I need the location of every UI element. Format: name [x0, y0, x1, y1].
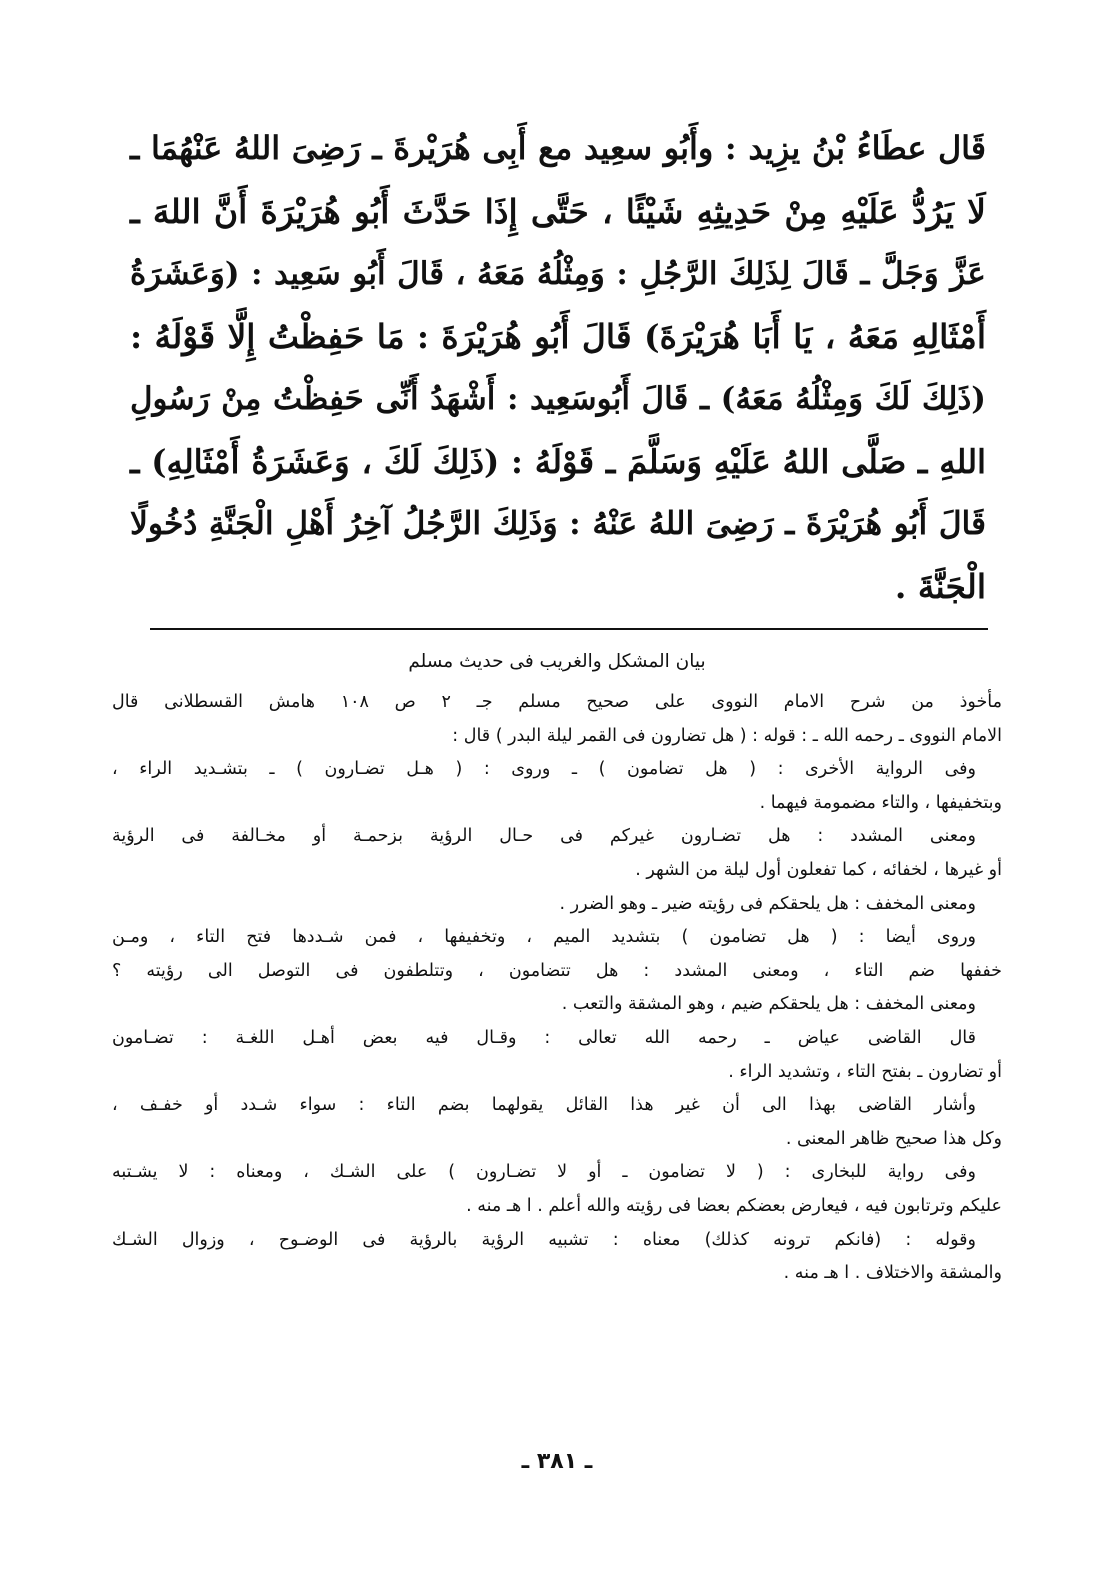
- commentary-line: ومعنى المخفف : هل يلحقكم فى رؤيته ضير ـ وهو الضرر .: [559, 893, 976, 914]
- commentary-line: ومعنى المشدد : هل تضـارون غيركم فى حـال الرؤية بزحمـة أو مخـالفة فى الرؤية: [112, 826, 976, 847]
- commentary-line: ومعنى المخفف : هل يلحقكم ضيم ، وهو المشقة والتعب .: [561, 994, 976, 1015]
- hadith-line: قَالَ أَبُو هُرَيْرَةَ ـ رَضِىَ اللهُ عَنْهُ : وَذَلِكَ الرَّجُلُ آخِرُ أَهْلِ الْجَنَّةِ دُخُولًا: [130, 506, 986, 542]
- commentary-line: عليكم وترتابون فيه ، فيعارض بعضكم بعضا فى رؤيته والله أعلم . ا هـ منه .: [466, 1195, 1002, 1216]
- hadith-line: اللهِ ـ صَلَّى اللهُ عَلَيْهِ وَسَلَّمَ ـ قَوْلَهُ : (ذَلِكَ لَكَ ، وَعَشَرَةُ أَمْثَالِهِ) ـ: [130, 442, 986, 481]
- commentary-line: خففها ضم التاء ، ومعنى المشدد : هل تتضامون ، وتتلطفون فى التوصل الى رؤيته ؟: [112, 960, 1002, 981]
- commentary-line: أو تضارون ـ بفتح التاء ، وتشديد الراء .: [728, 1061, 1002, 1082]
- commentary-line: وأشار القاضى بهذا الى أن غير هذا القائل يقولهما بضم التاء : سواء شـدد أو خفـف ،: [112, 1095, 976, 1116]
- hadith-line: عَزَّ وَجَلَّ ـ قَالَ لِذَلِكَ الرَّجُلِ : وَمِثْلُهُ مَعَهُ ، قَالَ أَبُو سَعِيد : (وَعَشَرَةُ: [130, 256, 986, 292]
- page-number: ـ ٣٨١ ـ: [521, 1449, 593, 1474]
- commentary-line: والمشقة والاختلاف . ا هـ منه .: [783, 1263, 1002, 1284]
- hadith-line: أَمْثَالِهِ مَعَهُ ، يَا أَبَا هُرَيْرَةَ) قَالَ أَبُو هُرَيْرَةَ : مَا حَفِظْتُ إِلَّا قَوْلَهُ :: [130, 316, 986, 356]
- commentary-line: مأخوذ من شرح الامام النووى على صحيح مسلم جـ ٢ ص ١٠٨ هامش القسطلانى قال: [112, 692, 1002, 712]
- commentary-line: الامام النووى ـ رحمه الله ـ : قوله : ( هل تضارون فى القمر ليلة البدر ) قال :: [452, 725, 1002, 746]
- commentary-heading: بيان المشكل والغريب فى حديث مسلم: [408, 651, 706, 672]
- commentary-line: وفى رواية للبخارى : ( لا تضامون ـ أو لا تضـارون ) على الشـك ، ومعناه : لا يشـتبه: [112, 1162, 976, 1183]
- hadith-line: (ذَلِكَ لَكَ وَمِثْلُهُ مَعَهُ) ـ قَالَ أَبُوسَعِيد : أَشْهَدُ أَنِّى حَفِظْتُ مِنْ رَسُولِ: [130, 381, 986, 417]
- commentary-line: قال القاضى عياض ـ رحمه الله تعالى : وقـال فيه بعض أهـل اللغـة : تضـامون: [112, 1027, 976, 1048]
- hadith-line: الْجَنَّةَ .: [894, 566, 986, 606]
- commentary-section: [112, 646, 1002, 1291]
- hadith-text: [130, 118, 986, 618]
- commentary-line: وبتخفيفها ، والتاء مضمومة فيهما .: [759, 792, 1002, 813]
- commentary-line: وكل هذا صحيح ظاهر المعنى .: [785, 1128, 1002, 1149]
- hadith-line: لَا يَرُدُّ عَلَيْهِ مِنْ حَدِيثِهِ شَيْئًا ، حَتَّى إِذَا حَدَّثَ أَبُو هُرَيْرَةَ أَنَّ اللهَ ـ: [130, 191, 986, 231]
- commentary-line: وقوله : (فانكم ترونه كذلك) معناه : تشبيه الرؤية بالرؤية فى الوضـوح ، وزوال الشـك: [112, 1229, 976, 1250]
- footnote-separator: [150, 628, 988, 630]
- commentary-line: وفى الرواية الأخرى : ( هل تضامون ) ـ وروى : ( هـل تضـارون ) ـ بتشـديد الراء ،: [112, 759, 976, 780]
- commentary-line: أو غيرها ، لخفائه ، كما تفعلون أول ليلة من الشهر .: [635, 859, 1002, 880]
- hadith-line: قَال عطَاءُ بْنُ يزِيد : وأَبُو سعِيد مع أَبِى هُرَيْرةَ ـ رَضِىَ اللهُ عَنْهُمَا ـ: [130, 130, 986, 167]
- commentary-line: وروى أيضا : ( هل تضامون ) بتشديد الميم ، وتخفيفها ، فمن شـددها فتح التاء ، ومـن: [112, 927, 976, 948]
